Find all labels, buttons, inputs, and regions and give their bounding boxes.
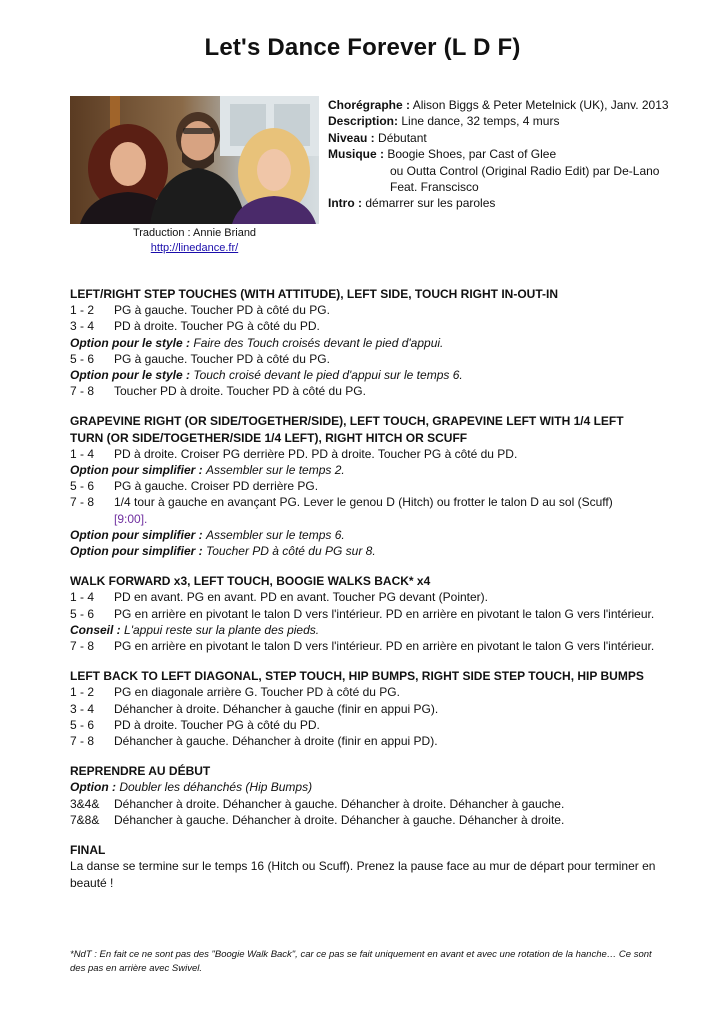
step-text: PD à droite. Toucher PG à côté du PD.	[114, 319, 320, 334]
option-line	[70, 527, 660, 543]
step-text: PD à droite. Toucher PG à côté du PD.	[114, 717, 320, 732]
photo-illustration	[70, 96, 319, 224]
step-text: Toucher PD à droite. Toucher PD à côté du PG.	[114, 384, 366, 399]
option-line	[70, 367, 660, 383]
step-text: PD en avant. PG en avant. PD en avant. Toucher PG devant (Pointer).	[114, 590, 488, 605]
music-value-1: Boogie Shoes, par Cast of Glee	[387, 147, 557, 162]
step-line	[70, 812, 660, 828]
step-line	[70, 717, 660, 733]
section-title: GRAPEVINE RIGHT (OR SIDE/TOGETHER/SIDE), LEFT TOUCH, GRAPEVINE LEFT WITH 1/4 LEFT TURN (OR SIDE/TOGETHER/SIDE 1/4 LEFT), RIGHT HITCH OR SCUFF	[70, 414, 624, 445]
step-count: 1 - 4	[70, 446, 95, 461]
step-count: 1 - 4	[70, 590, 95, 605]
option-label: Option pour simplifier :	[70, 544, 203, 559]
linedance-link[interactable]: http://linedance.fr/	[150, 242, 239, 254]
step-text: PG à gauche. Toucher PD à côté du PG.	[114, 351, 330, 366]
intro-row	[328, 195, 708, 211]
level-row	[328, 130, 708, 146]
step-line	[70, 302, 660, 318]
section-title: FINAL	[70, 843, 106, 858]
music-value-3: Feat. Franscisco	[390, 180, 479, 195]
step-line	[70, 638, 660, 654]
option-label: Option pour le style :	[70, 335, 191, 350]
step-count: 3&4&	[70, 796, 100, 811]
intro-value: démarrer sur les paroles	[365, 196, 496, 211]
photo-credit	[70, 226, 319, 256]
step-text: PG à gauche. Toucher PD à côté du PG.	[114, 303, 330, 318]
option-text: Faire des Touch croisés devant le pied d'appui.	[193, 335, 444, 350]
section-title: REPRENDRE AU DÉBUT	[70, 764, 211, 779]
music-row-3	[328, 179, 708, 195]
section-title: WALK FORWARD x3, LEFT TOUCH, BOOGIE WALKS BACK* x4	[70, 574, 431, 589]
music-row	[328, 146, 708, 162]
intro-label: Intro :	[328, 196, 362, 211]
option-line	[70, 779, 660, 795]
option-label: Option pour le style :	[70, 368, 191, 383]
step-text: 1/4 tour à gauche en avançant PG. Lever le genou D (Hitch) ou frotter le talon D au sol (Scuff)	[114, 495, 613, 510]
option-label: Option pour simplifier :	[70, 463, 203, 478]
step-text: Déhancher à droite. Déhancher à gauche (finir en appui PG).	[114, 701, 439, 716]
step-line	[70, 589, 660, 605]
choreographer-value: Alison Biggs & Peter Metelnick (UK), Janv. 2013	[412, 98, 669, 112]
step-text: Déhancher à gauche. Déhancher à droite. Déhancher à gauche. Déhancher à droite.	[114, 812, 565, 827]
wall-indicator: [9:00].	[114, 511, 148, 526]
step-count: 7 - 8	[70, 384, 95, 399]
step-count: 5 - 6	[70, 717, 95, 732]
description-row	[328, 113, 708, 129]
option-line	[70, 543, 660, 559]
level-label: Niveau :	[328, 130, 375, 145]
step-line	[70, 318, 660, 334]
step-line	[70, 701, 660, 717]
section-title: LEFT/RIGHT STEP TOUCHES (WITH ATTITUDE), LEFT SIDE, TOUCH RIGHT IN-OUT-IN	[70, 287, 558, 301]
option-line	[70, 622, 660, 638]
option-line	[70, 462, 660, 478]
choreographer-row	[328, 97, 708, 113]
step-text: PD à droite. Croiser PG derrière PD. PD à droite. Toucher PG à côté du PD.	[114, 446, 518, 461]
choreographers-photo	[70, 96, 319, 224]
step-line	[70, 606, 660, 622]
step-text: PG à gauche. Croiser PD derrière PG.	[114, 479, 319, 494]
option-label: Option pour simplifier :	[70, 527, 203, 542]
step-count: 7 - 8	[70, 639, 95, 654]
option-text: Doubler les déhanchés (Hip Bumps)	[119, 780, 313, 795]
music-value-2: ou Outta Control (Original Radio Edit) par De-Lano	[390, 163, 660, 178]
music-label: Musique :	[328, 147, 384, 162]
option-text: Assembler sur le temps 6.	[206, 527, 345, 542]
step-count: 3 - 4	[70, 701, 95, 716]
option-text: Touch croisé devant le pied d'appui sur le temps 6.	[193, 368, 463, 383]
option-text: Toucher PD à côté du PG sur 8.	[206, 544, 376, 559]
step-line	[70, 494, 660, 526]
translator-credit: Traduction : Annie Briand	[132, 227, 257, 239]
translator-footnote: *NdT : En fait ce ne sont pas des "Boogie Walk Back", car ce pas se fait uniquement en avant et avec une rotation de la hanche… Ce sont des pas en arrière avec Swivel.	[70, 949, 652, 974]
step-line	[70, 733, 660, 749]
step-count: 7 - 8	[70, 495, 95, 510]
description-label: Description:	[328, 114, 399, 129]
option-line	[70, 335, 660, 351]
step-count: 1 - 2	[70, 685, 95, 700]
step-line	[70, 796, 660, 812]
choreographer-label: Chorégraphe :	[328, 98, 411, 112]
step-count: 1 - 2	[70, 303, 95, 318]
page-title: Let's Dance Forever (L D F)	[204, 34, 521, 61]
step-count: 5 - 6	[70, 606, 95, 621]
option-text: Assembler sur le temps 2.	[206, 463, 345, 478]
step-count: 3 - 4	[70, 319, 95, 334]
step-text: Déhancher à droite. Déhancher à gauche. Déhancher à droite. Déhancher à gauche.	[114, 796, 565, 811]
step-count: 5 - 6	[70, 351, 95, 366]
step-text: PG en arrière en pivotant le talon D vers l'intérieur. PD en arrière en pivotant le talon G vers l'intérieur.	[114, 606, 655, 621]
step-text: PG en diagonale arrière G. Toucher PD à côté du PG.	[114, 685, 400, 700]
description-value: Line dance, 32 temps, 4 murs	[401, 114, 560, 129]
step-count: 5 - 6	[70, 479, 95, 494]
step-line	[70, 684, 660, 700]
step-line	[70, 478, 660, 494]
step-count: 7 - 8	[70, 734, 95, 749]
option-text: L'appui reste sur la plante des pieds.	[124, 622, 320, 637]
final-text: La danse se termine sur le temps 16 (Hitch ou Scuff). Prenez la pause face au mur de départ pour terminer en beauté !	[70, 859, 656, 890]
step-line	[70, 383, 660, 399]
music-row-2	[328, 163, 708, 179]
option-label: Option :	[70, 780, 116, 795]
step-count: 7&8&	[70, 812, 100, 827]
section-title: LEFT BACK TO LEFT DIAGONAL, STEP TOUCH, HIP BUMPS, RIGHT SIDE STEP TOUCH, HIP BUMPS	[70, 669, 644, 684]
dance-info	[328, 97, 708, 212]
step-text: PG en arrière en pivotant le talon D vers l'intérieur. PD en arrière en pivotant le talon G vers l'intérieur.	[114, 639, 655, 654]
step-sheet	[70, 286, 660, 891]
step-line	[70, 351, 660, 367]
option-label: Conseil :	[70, 622, 121, 637]
level-value: Débutant	[378, 130, 427, 145]
step-text: Déhancher à gauche. Déhancher à droite (finir en appui PD).	[114, 734, 438, 749]
step-line	[70, 446, 660, 462]
